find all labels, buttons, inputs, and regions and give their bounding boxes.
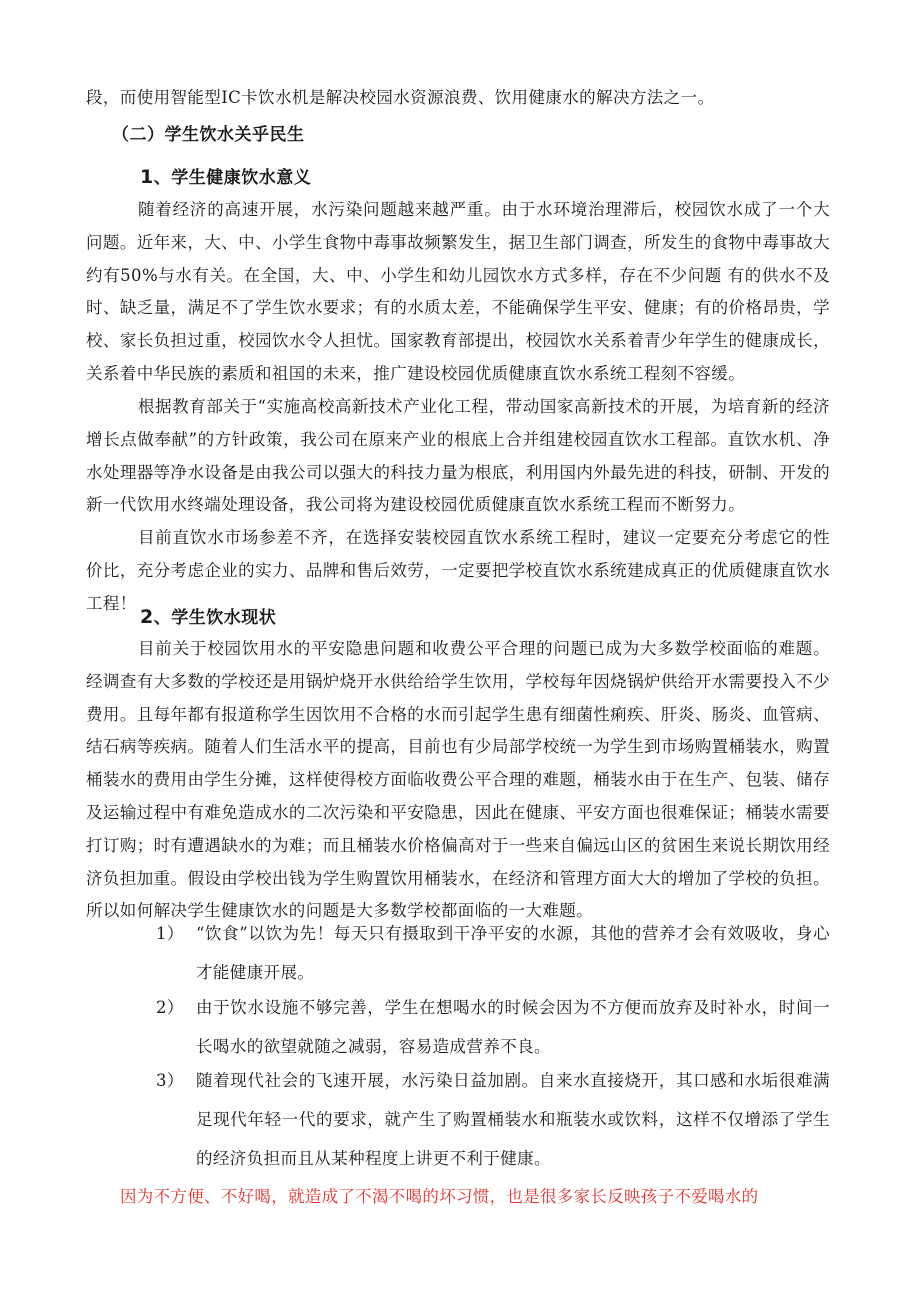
subsection-heading-2 xyxy=(140,603,276,628)
list-marker: 3） xyxy=(156,1071,184,1090)
list-item xyxy=(156,1061,830,1178)
subsection-number: 1 xyxy=(140,166,154,188)
subsection-number: 2 xyxy=(140,606,154,628)
list-item xyxy=(156,914,830,992)
paragraph-education-ministry-policy: 根据教育部关于“实施高校高新技术产业化工程，带动国家高新技术的开展，为培育新的经济增长点做奉献”的方针政策，我公司在原来产业的根底上合并组建校园直饮水工程部。直饮水机、净水处理器等净水设备是由我公司以强大的科技力量为根底，利用国内外最先进的科技，研制、开发的新一代饮用水终端处理设备，我公司将为建设校园优质健康直饮水系统工程而不断努力。 xyxy=(86,397,830,515)
section-heading-student-drinking: （二）学生饮水关乎民生 xyxy=(112,125,305,145)
list-marker: 2） xyxy=(156,998,184,1017)
red-annotation-note: 因为不方便、不好喝，就造成了不渴不喝的坏习惯，也是很多家长反映孩子不爱喝水的 xyxy=(120,1187,759,1206)
list-item xyxy=(156,988,830,1066)
subsection-title: 、学生健康饮水意义 xyxy=(153,168,312,188)
paragraph-drinking-status: 目前关于校园饮用水的平安隐患问题和收费公平合理的问题已成为大多数学校面临的难题。经调查有大多数的学校还是用锅炉烧开水供给给学生饮用，学校每年因烧锅炉供给开水需要投入不少费用。且每年都有报道称学生因饮用不合格的水而引起学生患有细菌性痢疾、肝炎、肠炎、血管病、结石病等疾病。随着人们生活水平的提高，目前也有少局部学校统一为学生到市场购置桶装水，购置桶装水的费用由学生分摊，这样使得校方面临收费公平合理的难题，桶装水由于在生产、包装、储存及运输过程中有难免造成水的二次污染和平安隐患，因此在健康、平安方面也很难保证；桶装水需要打订购；时有遭遇缺水的为难；而且桶装水价格偏高对于一些来自偏远山区的贫困生来说长期饮用经济负担加重。假设由学校出钱为学生购置饮用桶装水，在经济和管理方面大大的增加了学校的负担。所以如何解决学生健康饮水的问题是大多数学校都面临的一大难题。 xyxy=(86,639,830,921)
subsection-title: 、学生饮水现状 xyxy=(153,608,277,628)
paragraph-healthy-drinking-meaning: 随着经济的高速开展，水污染问题越来越严重。由于水环境治理滞后，校园饮水成了一个大问题。近年来，大、中、小学生食物中毒事故频繁发生，据卫生部门调查，所发生的食物中毒事故大约有50%与水有关。在全国，大、中、小学生和幼儿园饮水方式多样，存在不少问题 有的供水不及时、缺乏量，满足不了学生饮水要求；有的水质太差，不能确保学生平安、健康；有的价格昂贵，学校、家长负担过重，校园饮水令人担忧。国家教育部提出，校园饮水关系着青少年学生的健康成长，关系着中华民族的素质和祖国的未来，推广建设校园优质健康直饮水系统工程刻不容缓。 xyxy=(86,200,830,383)
list-item-text: 由于饮水设施不够完善，学生在想喝水的时候会因为不方便而放弃及时补水，时间一长喝水的欲望就随之减弱，容易造成营养不良。 xyxy=(196,998,830,1056)
list-item-text: “饮食”以饮为先！每天只有摄取到干净平安的水源，其他的营养才会有效吸收，身心才能健康开展。 xyxy=(196,924,830,982)
list-item-text: 随着现代社会的飞速开展，水污染日益加剧。自来水直接烧开，其口感和水垢很难满足现代年轻一代的要求，就产生了购置桶装水和瓶装水或饮料，这样不仅增添了学生的经济负担而且从某种程度上讲更不利于健康。 xyxy=(196,1071,830,1168)
list-marker: 1） xyxy=(156,924,184,943)
intro-fragment: 段，而使用智能型IC卡饮水机是解决校园水资源浪费、饮用健康水的解决方法之一。 xyxy=(86,88,715,107)
paragraph-market-advice: 目前直饮水市场参差不齐，在选择安装校园直饮水系统工程时，建议一定要充分考虑它的性价比，充分考虑企业的实力、品牌和售后效劳，一定要把学校直饮水系统建成真正的优质健康直饮水工程！ xyxy=(86,528,830,613)
subsection-heading-1 xyxy=(140,163,311,188)
